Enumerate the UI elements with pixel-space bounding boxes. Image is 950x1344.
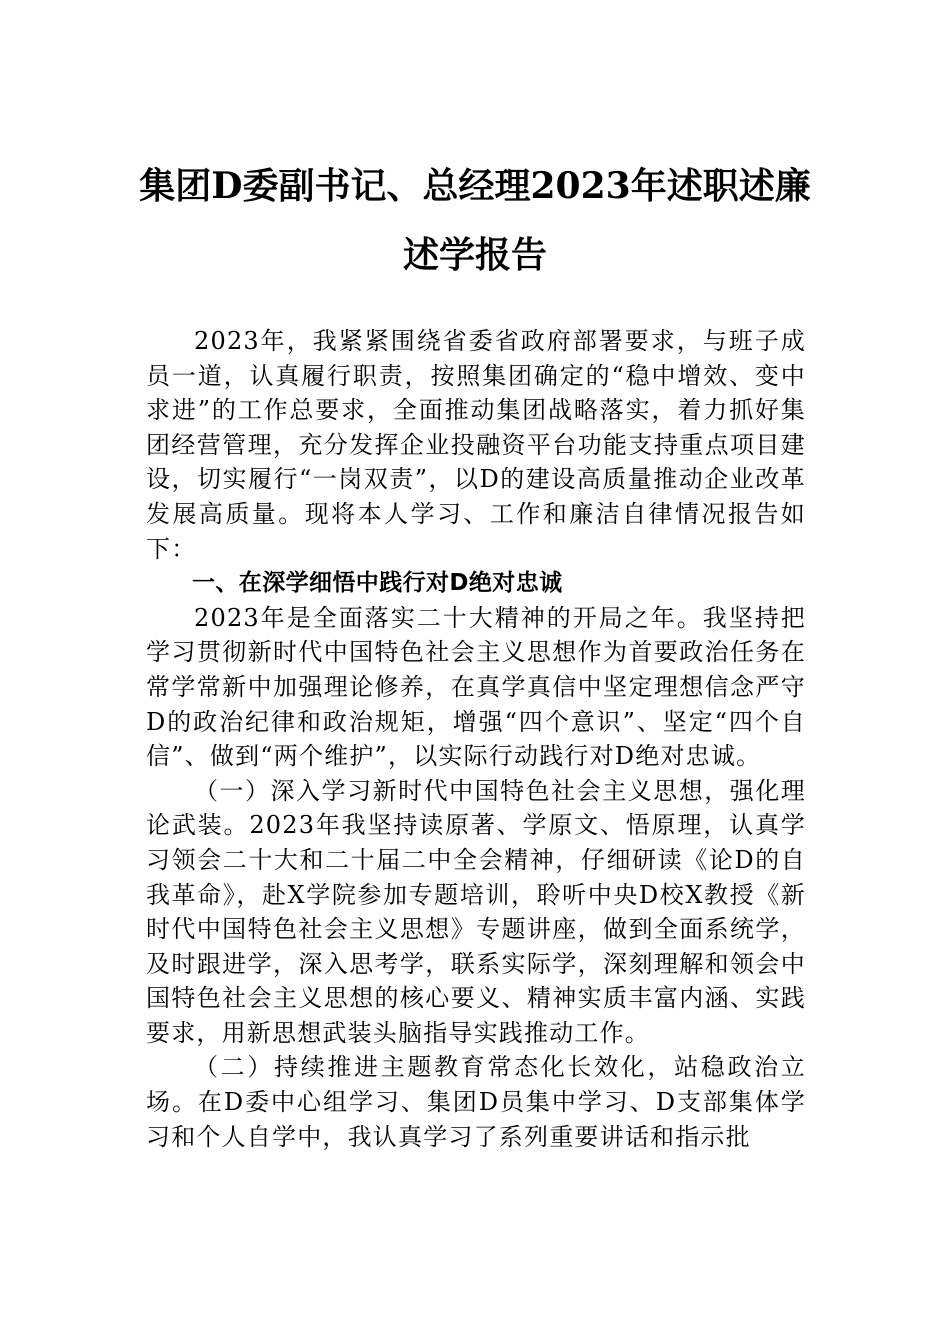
- section-1-paragraph: 2023年是全面落实二十大精神的开局之年。我坚持把学习贯彻新时代中国特色社会主义思想作为首要政治任务在常学常新中加强理论修养，在真学真信中坚定理想信念严守D的政治纪律和政治规矩，增强“四个意识”、坚定“四个自信”、做到“两个维护”，以实际行动践行对D绝对忠诚。: [146, 603, 806, 771]
- document-title-line-2: 述学报告: [402, 234, 547, 276]
- document-body: [146, 324, 806, 1154]
- subsection-1-paragraph: （一）深入学习新时代中国特色社会主义思想，强化理论武装。2023年我坚持读原著、学原文、悟原理，认真学习领会二十大和二十届二中全会精神，仔细研读《论D的自我革命》，赴X学院参加专题培训，聆听中央D校X教授《新时代中国特色社会主义思想》专题讲座，做到全面系统学，及时跟进学，深入思考学，联系实际学，深刻理解和领会中国特色社会主义思想的核心要义、精神实质丰富内涵、实践要求，用新思想武装头脑指导实践推动工作。: [146, 776, 806, 1047]
- subsection-2-paragraph: （二）持续推进主题教育常态化长效化，站稳政治立场。在D委中心组学习、集团D员集中学习、D支部集体学习和个人自学中，我认真学习了系列重要讲话和指示批: [146, 1053, 806, 1151]
- section-heading-1: 一、在深学细悟中践行对D绝对忠诚: [192, 570, 563, 597]
- intro-paragraph: 2023年，我紧紧围绕省委省政府部署要求，与班子成员一道，认真履行职责，按照集团确定的“稳中增效、变中求进”的工作总要求，全面推动集团战略落实，着力抓好集团经营管理，充分发挥企业投融资平台功能支持重点项目建设，切实履行“一岗双责”，以D的建设高质量推动企业改革发展高质量。现将本人学习、工作和廉洁自律情况报告如下：: [146, 327, 806, 563]
- document-title-line-1: 集团D委副书记、总经理2023年述职述廉: [139, 165, 811, 207]
